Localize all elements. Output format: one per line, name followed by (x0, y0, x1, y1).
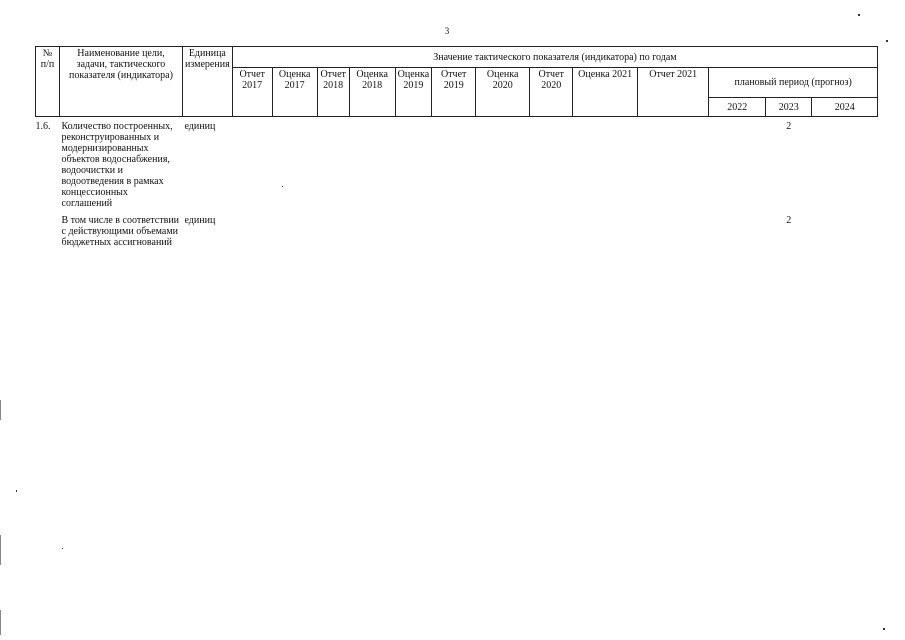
scan-speck (886, 40, 888, 42)
row-unit: единиц (184, 121, 216, 132)
row-value-2024 (812, 117, 878, 210)
header-col: Оценка 2021 (573, 68, 638, 117)
header-plan-period: плановый период (прогноз) (709, 68, 878, 98)
row-value-2023: 2 (786, 215, 792, 226)
header-values-group: Значение тактического показателя (индикатора) по годам (232, 47, 878, 68)
header-name: Наименование цели, задачи, тактического показателя (индикатора) (60, 47, 183, 117)
row-value-2022 (709, 117, 766, 210)
row-name: Количество построенных, реконструированных и модернизированных объектов водоснабжения, водоочистки и водоотведения в рамках концессионных соглашений (61, 121, 173, 209)
header-col: Оценка 2018 (349, 68, 395, 117)
header-year-2024: 2024 (812, 98, 878, 117)
header-col: Отчет 2017 (232, 68, 272, 117)
header-year-2022: 2022 (709, 98, 766, 117)
row-value-2022 (709, 209, 766, 248)
row-name: В том числе в соответствии с действующими объемами бюджетных ассигнований (61, 215, 180, 248)
row-value-2024 (812, 209, 878, 248)
row-num: 1.6. (35, 121, 51, 132)
scan-edge (0, 535, 1, 565)
row-num (36, 209, 60, 248)
scan-edge (0, 610, 1, 635)
header-year-2023: 2023 (766, 98, 812, 117)
row-unit: единиц (184, 215, 216, 226)
scan-speck (62, 548, 63, 549)
header-col: Отчет 2018 (317, 68, 349, 117)
scan-speck (858, 14, 860, 16)
indicator-table (35, 46, 878, 248)
scan-speck (282, 186, 283, 187)
header-unit: Единица измерения (183, 47, 233, 117)
scan-edge (0, 400, 1, 420)
page-number: 3 (444, 26, 450, 36)
scan-speck (16, 490, 17, 492)
header-col: Оценка 2017 (272, 68, 317, 117)
table-header (36, 47, 878, 117)
row-value-2023: 2 (786, 121, 792, 132)
table-row (36, 209, 878, 248)
header-col: Отчет 2019 (432, 68, 476, 117)
table-row (36, 117, 878, 210)
header-col: Оценка 2019 (395, 68, 432, 117)
header-col: Отчет 2021 (638, 68, 709, 117)
header-col: Отчет 2020 (530, 68, 573, 117)
scan-speck (883, 628, 885, 630)
header-num: № п/п (36, 47, 60, 117)
header-col: Оценка 2020 (476, 68, 530, 117)
